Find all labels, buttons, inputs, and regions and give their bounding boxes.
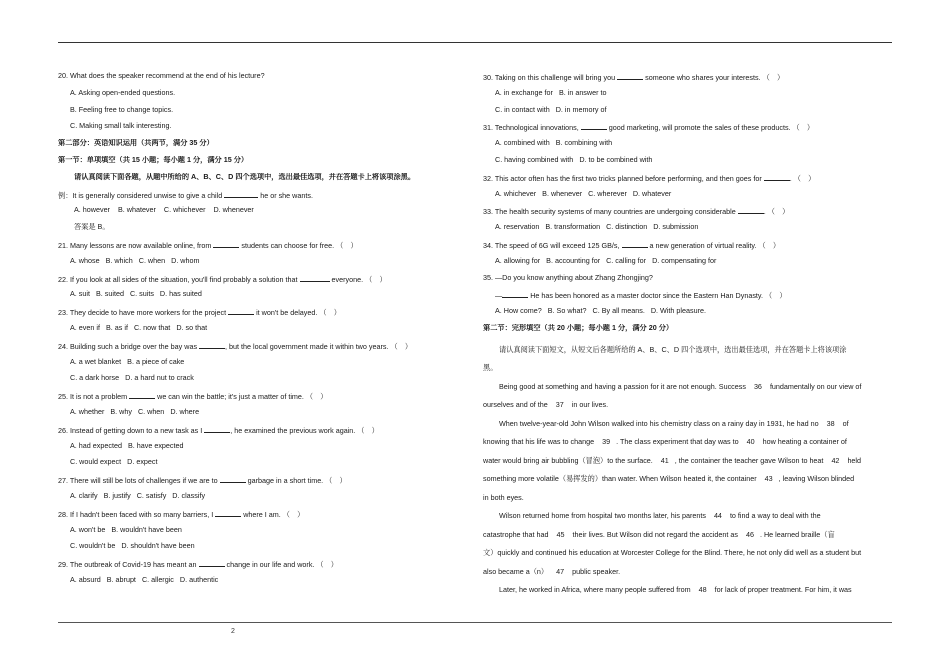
top-rule	[58, 42, 892, 43]
passage-text: . The class experiment that day was to	[616, 437, 739, 447]
q21-option-b: B. which	[105, 256, 133, 265]
passage-line: in both eyes.	[483, 492, 524, 502]
blank	[199, 341, 225, 349]
passage-text: fundamentally on our view of	[769, 381, 862, 391]
blank	[300, 274, 330, 282]
passage-line	[483, 415, 893, 434]
q34-stem	[483, 240, 893, 257]
q26-option-b: B. have expected	[127, 441, 184, 450]
q31-option-c: C. having combined with	[495, 155, 574, 164]
passage-line	[483, 563, 893, 582]
q33-option-c: C. distinction	[606, 223, 648, 232]
q21-stem-a: 21. Many lessons are now available online, from	[58, 240, 212, 250]
q30-option-d: D. in memory of	[555, 105, 607, 114]
passage-text: their lives. But Wilson did not regard the accident as	[572, 529, 738, 539]
blank-number: 44	[708, 507, 728, 526]
passage-text: to find a way to deal with the	[729, 511, 821, 521]
blank-number: 38	[821, 415, 841, 434]
q26-options-cd	[58, 458, 458, 475]
q35-stem: 35. —Do you know anything about Zhang Zhongjing?	[483, 273, 653, 282]
q31-options-cd	[483, 156, 893, 173]
q26-stem-a: 26. Instead of getting down to a new task as I	[58, 425, 203, 435]
q24-stem-a: 24. Building such a bridge over the bay was	[58, 341, 198, 351]
q30-options-ab	[483, 89, 893, 106]
passage-text: , leaving Wilson blinded	[778, 474, 855, 484]
blank-number: 41	[655, 452, 675, 471]
q29-options	[58, 576, 458, 593]
blank	[617, 72, 643, 80]
q30-stem	[483, 72, 893, 89]
q35-reply-text: He has been honored as a master doctor since the Eastern Han Dynasty. （ ）	[530, 291, 787, 301]
q31-stem-b: good marketing, will promote the sales of these products. （ ）	[608, 123, 815, 133]
left-column	[58, 72, 458, 593]
q21-option-d: D. whom	[171, 256, 200, 265]
q27-option-a: A. clarify	[70, 491, 98, 500]
q25-option-d: D. where	[170, 407, 200, 416]
example-option-a: A. however	[74, 206, 110, 215]
example-option-b: B. whatever	[117, 206, 156, 215]
passage-text: When twelve-year-old John Wilson walked into his chemistry class on a rainy day in 1931, he had no	[499, 418, 819, 428]
q35-reply	[483, 290, 893, 307]
passage-line	[483, 581, 893, 600]
q23-option-c: C. now that	[133, 323, 171, 332]
blank	[228, 307, 254, 315]
passage-text: public speaker.	[572, 566, 621, 576]
q22-option-c: C. suits	[129, 290, 154, 299]
example-options	[58, 206, 458, 223]
q34-option-c: C. calling for	[606, 256, 647, 265]
blank	[764, 173, 790, 181]
passage-line: 文）quickly and continued his education at Worcester College for the Blind. There, he not only did well as a student but	[483, 548, 862, 558]
blank-number: 42	[825, 452, 845, 471]
q29-option-c: C. allergic	[141, 575, 174, 584]
q30-option-c: C. in contact with	[495, 105, 550, 114]
q27-stem-a: 27. There will still be lots of challenges if we are to	[58, 476, 218, 486]
q20-option-a: A. Asking open-ended questions.	[70, 88, 176, 97]
passage-text: knowing that his life was to change	[483, 437, 595, 447]
q25-options	[58, 408, 458, 425]
blank	[224, 190, 258, 198]
passage-line	[483, 396, 893, 415]
q30-stem-a: 30. Taking on this challenge will bring you	[483, 73, 616, 82]
passage-text: also became a（n）	[483, 566, 549, 576]
q31-option-a: A. combined with	[495, 139, 550, 148]
q22-option-b: B. suited	[95, 290, 124, 299]
q31-stem	[483, 122, 893, 139]
q22-option-a: A. suit	[70, 290, 90, 299]
q33-option-a: A. reservation	[495, 223, 540, 232]
q23-options	[58, 324, 458, 341]
blank-number: 45	[551, 526, 571, 545]
q34-stem-a: 34. The speed of 6G will exceed 125 GB/s,	[483, 240, 620, 250]
q24-options-cd	[58, 374, 458, 391]
passage-text: . He learned braille（盲	[759, 529, 835, 539]
q30-stem-b: someone who shares your interests. （ ）	[645, 73, 785, 82]
q33-stem-a: 33. The health security systems of many countries are undergoing considerable	[483, 207, 736, 217]
bottom-rule	[58, 622, 892, 623]
section2-instructions-1: 请认真阅读下面短文，从短文后各题所给的 A、B、C、D 四个选项中，选出最佳选项，并在答题卡上将该项涂	[499, 344, 847, 354]
blank-number: 43	[759, 470, 779, 489]
q23-stem-a: 23. They decide to have more workers for the project	[58, 308, 227, 318]
blank	[581, 122, 607, 130]
q23-stem	[58, 307, 458, 324]
q21-stem-b: students can choose for free. （ ）	[241, 240, 358, 250]
example-stem	[58, 190, 458, 207]
q25-option-a: A. whether	[70, 407, 105, 416]
q35-option-c: C. By all means.	[592, 307, 645, 316]
q28-option-b: B. wouldn't have been	[111, 525, 182, 534]
q35-reply-dash: —	[495, 291, 503, 301]
q26-option-d: D. expect	[127, 458, 158, 467]
section2-instructions-2: 黑。	[483, 363, 498, 373]
q31-options-ab	[483, 139, 893, 156]
q21-option-c: C. when	[138, 256, 166, 265]
q27-option-c: C. satisfy	[136, 491, 167, 500]
passage-text: water would bring air bubbling（冒泡）to the surface.	[483, 455, 653, 465]
example-answer: 答案是 B。	[74, 223, 110, 232]
q24-stem	[58, 341, 458, 358]
q26-option-a: A. had expected	[70, 441, 122, 450]
passage-line	[483, 470, 893, 489]
q34-option-d: D. compensating for	[652, 256, 717, 265]
q28-option-a: A. won't be	[70, 525, 106, 534]
q27-stem	[58, 475, 458, 492]
q32-option-d: D. whatever	[632, 189, 672, 198]
q32-option-c: C. wherever	[588, 189, 627, 198]
q26-option-c: C. would expect	[70, 458, 122, 467]
blank	[129, 391, 155, 399]
passage-line	[483, 452, 893, 471]
q33-options	[483, 223, 893, 240]
q25-stem	[58, 391, 458, 408]
right-column	[483, 72, 893, 600]
blank-number: 47	[550, 563, 570, 582]
q32-option-a: A. whichever	[495, 189, 537, 198]
q35-options	[483, 307, 893, 324]
passage-line	[483, 526, 893, 545]
example-option-c: C. whichever	[163, 206, 206, 215]
example-option-d: D. whenever	[213, 206, 254, 215]
q27-option-b: B. justify	[103, 491, 131, 500]
q24-options-ab	[58, 358, 458, 375]
q21-stem	[58, 240, 458, 257]
q33-stem-b: . （ ）	[763, 207, 790, 217]
q28-stem-a: 28. If I hadn't been faced with so many barriers, I	[58, 509, 214, 519]
blank-number: 48	[693, 581, 713, 600]
q24-option-a: A. a wet blanket	[70, 357, 122, 366]
q26-options-ab	[58, 442, 458, 459]
passage-text: catastrophe that had	[483, 529, 549, 539]
q26-stem-b: , he examined the previous work again. （ ）	[230, 425, 379, 435]
section1-instructions: 请认真阅读下面各题，从题中所给的 A、B、C、D 四个选项中，选出最佳选项，并在答题卡上将该项涂黑。	[74, 172, 416, 181]
blank	[213, 240, 239, 248]
passage-text: how heating a container of	[762, 437, 847, 447]
q23-option-a: A. even if	[70, 323, 100, 332]
q29-option-a: A. absurd	[70, 575, 101, 584]
passage-text: Later, he worked in Africa, where many people suffered from	[499, 585, 691, 595]
blank-number: 40	[741, 433, 761, 452]
q23-option-b: B. as if	[105, 323, 128, 332]
q23-stem-b: it won't be delayed. （ ）	[256, 308, 341, 318]
q25-option-c: C. when	[137, 407, 165, 416]
q24-option-b: B. a piece of cake	[127, 357, 185, 366]
q21-options	[58, 257, 458, 274]
q27-stem-b: garbage in a short time. （ ）	[247, 476, 347, 486]
q25-stem-b: we can win the battle; it's just a matter of time. （ ）	[157, 392, 328, 402]
passage-line	[483, 378, 893, 397]
q28-options-cd	[58, 542, 458, 559]
q34-options	[483, 257, 893, 274]
blank	[204, 425, 230, 433]
example-stem-a: 例：It is generally considered unwise to give a child	[58, 190, 223, 200]
q34-option-a: A. allowing for	[495, 256, 541, 265]
q29-stem-b: change in our life and work. （ ）	[226, 560, 338, 570]
q27-options	[58, 492, 458, 509]
q30-option-a: A. in exchange for	[495, 88, 553, 97]
q29-stem-a: 29. The outbreak of Covid-19 has meant an	[58, 560, 197, 570]
q32-stem-a: 32. This actor often has the first two tricks planned before performing, and then goes for	[483, 173, 762, 183]
section2-title: 第二节：完形填空（共 20 小题；每小题 1 分，满分 20 分）	[483, 323, 674, 332]
q32-stem	[483, 173, 893, 190]
q28-stem-b: where I am. （ ）	[243, 509, 305, 519]
q21-option-a: A. whose	[70, 256, 100, 265]
passage-line	[483, 507, 893, 526]
q34-option-b: B. accounting for	[546, 256, 601, 265]
q20-stem: 20. What does the speaker recommend at the end of his lecture?	[58, 72, 265, 80]
q23-option-d: D. so that	[176, 323, 208, 332]
q29-option-b: B. abrupt	[106, 575, 136, 584]
q29-stem	[58, 559, 458, 576]
q31-option-b: B. combining with	[555, 139, 613, 148]
passage-text: something more volatile（易挥发的）than water. When Wilson heated it, the container	[483, 474, 757, 484]
q20-option-c: C. Making small talk interesting.	[70, 122, 172, 131]
section1-title: 第一节：单项填空（共 15 小题；每小题 1 分，满分 15 分）	[58, 155, 249, 164]
q32-stem-b: . （ ）	[789, 173, 816, 183]
blank	[502, 290, 528, 298]
q28-option-c: C. wouldn't be	[70, 542, 116, 551]
q30-options-cd	[483, 106, 893, 123]
q32-option-b: B. whenever	[542, 189, 583, 198]
q31-stem-a: 31. Technological innovations,	[483, 123, 579, 133]
blank-number: 37	[550, 396, 570, 415]
cloze-passage	[483, 341, 893, 600]
passage-text: held	[847, 455, 862, 465]
q25-option-b: B. why	[110, 407, 132, 416]
q26-stem	[58, 425, 458, 442]
q22-stem-b: everyone. （ ）	[331, 274, 387, 284]
q28-stem	[58, 509, 458, 526]
q24-option-d: D. a hard nut to crack	[125, 374, 194, 383]
q28-options-ab	[58, 526, 458, 543]
q22-options	[58, 290, 458, 307]
q32-options	[483, 190, 893, 207]
part2-title: 第二部分：英语知识运用（共两节，满分 35 分）	[58, 139, 214, 148]
passage-text: for lack of proper treatment. For him, it was	[714, 585, 852, 595]
q22-option-d: D. has suited	[159, 290, 202, 299]
q33-option-b: B. transformation	[545, 223, 601, 232]
q24-option-c: C. a dark horse	[70, 374, 120, 383]
q25-stem-a: 25. It is not a problem	[58, 392, 128, 402]
page-number: 2	[231, 628, 235, 635]
blank	[199, 559, 225, 567]
q28-option-d: D. shouldn't have been	[121, 542, 195, 551]
q35-option-b: B. So what?	[547, 307, 587, 316]
q33-stem	[483, 206, 893, 223]
q31-option-d: D. to be combined with	[579, 155, 653, 164]
q29-option-d: D. authentic	[179, 575, 219, 584]
q35-option-a: A. How come?	[495, 307, 542, 316]
blank-number: 36	[748, 378, 768, 397]
passage-text: Being good at something and having a passion for it are not enough. Success	[499, 381, 746, 391]
example-stem-b: he or she wants.	[260, 190, 313, 200]
blank	[215, 509, 241, 517]
passage-text: ourselves and of the	[483, 400, 548, 410]
q27-option-d: D. classify	[172, 491, 206, 500]
q34-stem-b: a new generation of virtual reality. （ ）	[649, 240, 781, 250]
passage-text: , the container the teacher gave Wilson to heat	[674, 455, 824, 465]
q33-option-d: D. submission	[653, 223, 699, 232]
q24-stem-b: , but the local government made it within two years. （ ）	[225, 341, 413, 351]
blank	[622, 240, 648, 248]
q20-option-b: B. Feeling free to change topics.	[70, 105, 174, 114]
q35-option-d: D. With pleasure.	[650, 307, 706, 316]
passage-text: Wilson returned home from hospital two months later, his parents	[499, 511, 706, 521]
passage-text: of	[842, 418, 849, 428]
q22-stem	[58, 274, 458, 291]
blank-number: 46	[740, 526, 760, 545]
blank	[220, 475, 246, 483]
q30-option-b: B. in answer to	[558, 88, 607, 97]
blank-number: 39	[596, 433, 616, 452]
passage-line	[483, 433, 893, 452]
passage-text: in our lives.	[571, 400, 609, 410]
blank	[738, 206, 764, 214]
q22-stem-a: 22. If you look at all sides of the situation, you'll find probably a solution that	[58, 274, 298, 284]
